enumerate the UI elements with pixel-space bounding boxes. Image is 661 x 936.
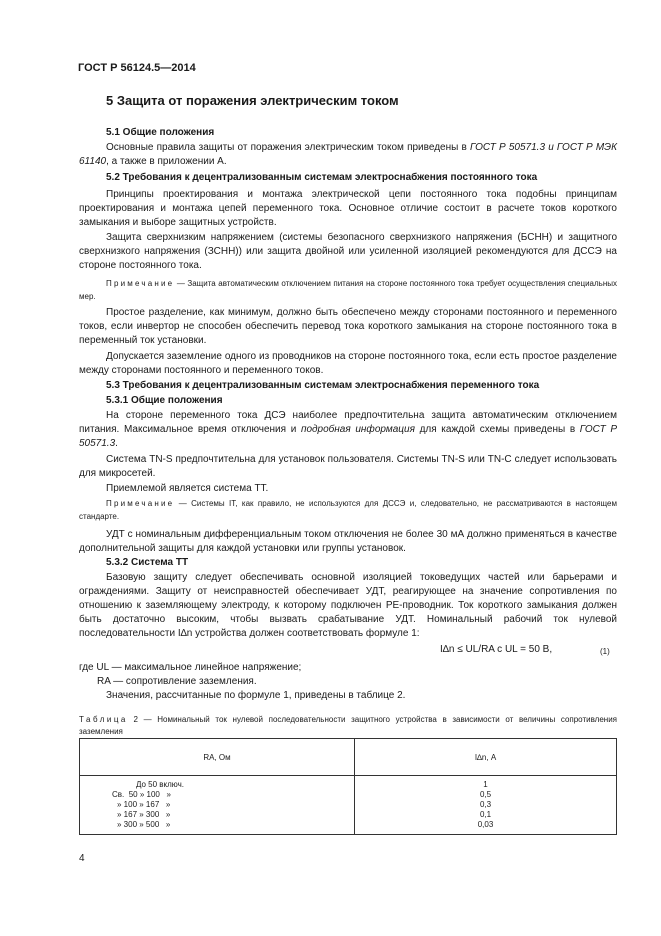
resistance-table xyxy=(79,738,617,835)
table-col-ra xyxy=(80,776,355,835)
table-caption: Таблица 2 — Номинальный ток нулевой последовательности защитного устройства в зависимости от величины сопротивления заземления xyxy=(79,715,617,736)
subsection-5-3-1-title: 5.3.1 Общие положения xyxy=(106,395,223,406)
formula-1: I∆n ≤ UL/RA с UL = 50 В, xyxy=(440,644,553,655)
table-row: » 100 » 167 » xyxy=(117,800,171,809)
subsection-5-3-2-title: 5.3.2 Система ТТ xyxy=(106,557,189,568)
section-title: 5 Защита от поражения электрическим током xyxy=(106,93,399,108)
table-cell: 0,1 xyxy=(479,810,492,819)
where-line-3: Значения, рассчитанные по формуле 1, приведены в таблице 2. xyxy=(106,690,406,701)
table-row: » 167 » 300 » xyxy=(117,810,171,819)
table-cell: 0,03 xyxy=(477,820,494,829)
paragraph-5-2-3: Простое разделение, как минимум, должно быть обеспечено между сторонами постоянного и переменного токов, если инвертор не способен обеспечить перевод тока короткого замыкания на стороне постоянного тока в переменный ток установки. xyxy=(79,307,617,346)
paragraph-5-3-1-3: Приемлемой является система ТТ. xyxy=(106,483,269,494)
where-line-2: RA — сопротивление заземления. xyxy=(97,676,257,687)
table-header-current: I∆n, А xyxy=(355,739,617,776)
table-header-ra: RA, Ом xyxy=(80,739,355,776)
table-row: » 300 » 500 » xyxy=(117,820,171,829)
note-2: Примечание — Системы IT, как правило, не используются для ДССЭ и, следовательно, не рассматриваются в настоящем стандарте. xyxy=(79,499,617,521)
table-cell: 1 xyxy=(483,780,488,789)
paragraph-5-3-1-2: Система TN-S предпочтительна для установок пользователя. Системы TN-S или TN-C следует использовать для микросетей. xyxy=(79,454,617,479)
reference-link: ГОСТ Р 50571.3 xyxy=(79,424,618,449)
table-cell: 0,5 xyxy=(479,790,492,799)
paragraph-5-2-1: Принципы проектирования и монтажа электрической цепи постоянного тока подобны принципам проектирования и монтажа цепей переменного тока. Основное отличие состоит в расчете токов короткого замыкания и выборе защитных устройств. xyxy=(79,189,617,228)
paragraph-5-3-2-1: Базовую защиту следует обеспечивать основной изоляцией токоведущих частей или барьерами и ограждениями. Защиту от неисправностей обеспечивает УДТ, реагирующее на значение сопротивления по отношению к заземляющему электроду, к которому подключен PE-проводник. Ток короткого замыкания должен быть достаточно высоким, чтобы вызвать срабатывание УДТ. Номинальный рабочий ток нулевой последовательности I∆n устройства должен соответствовать формуле 1: xyxy=(79,572,617,639)
table-row: Св. 50 » 100 » xyxy=(112,790,171,799)
page-number: 4 xyxy=(79,853,85,864)
table-row: До 50 включ. xyxy=(136,780,185,789)
table-cell: 0,3 xyxy=(479,800,492,809)
subsection-5-2-title: 5.2 Требования к децентрализованным системам электроснабжения постоянного тока xyxy=(106,172,538,183)
paragraph-5-2-2: Защита сверхнизким напряжением (системы безопасного сверхнизкого напряжения (БСНН) и защитного сверхнизкого напряжения (ЗСНН)) или защита двойной или усиленной изоляцией рекомендуются для ДССЭ на стороне постоянного тока. xyxy=(79,232,617,271)
document-header: ГОСТ Р 56124.5—2014 xyxy=(78,62,196,74)
reference-link: ГОСТ Р 50571.3 и ГОСТ Р МЭК 61140 xyxy=(79,142,617,167)
table-col-current xyxy=(355,776,617,835)
where-line-1: где UL — максимальное линейное напряжение; xyxy=(79,662,302,673)
formula-number: (1) xyxy=(600,647,610,656)
paragraph-5-3-1-4: УДТ с номинальным дифференциальным током отключения не более 30 мА должно применяться в качестве дополнительной защиты для каждой установки или группы установок. xyxy=(79,529,617,554)
subsection-5-1-title: 5.1 Общие положения xyxy=(106,127,215,138)
note-1: Примечание — Защита автоматическим отключением питания на стороне постоянного тока требует осуществления специальных мер. xyxy=(79,279,617,301)
paragraph-5-1: Основные правила защиты от поражения электрическим током приведены в ГОСТ Р 50571.3 и ГОСТ Р МЭК 61140, а также в приложении А. xyxy=(79,142,617,167)
paragraph-5-3-1-1: На стороне переменного тока ДСЭ наиболее предпочтительна защита автоматическим отключением питания. Максимальное время отключения и подробная информация для каждой схемы приведены в ГОСТ Р 50571.3. xyxy=(79,410,618,449)
paragraph-5-2-4: Допускается заземление одного из проводников на стороне постоянного тока, если есть простое разделение между сторонами постоянного и переменного токов. xyxy=(79,351,617,376)
subsection-5-3-title: 5.3 Требования к децентрализованным системам электроснабжения переменного тока xyxy=(106,380,540,391)
